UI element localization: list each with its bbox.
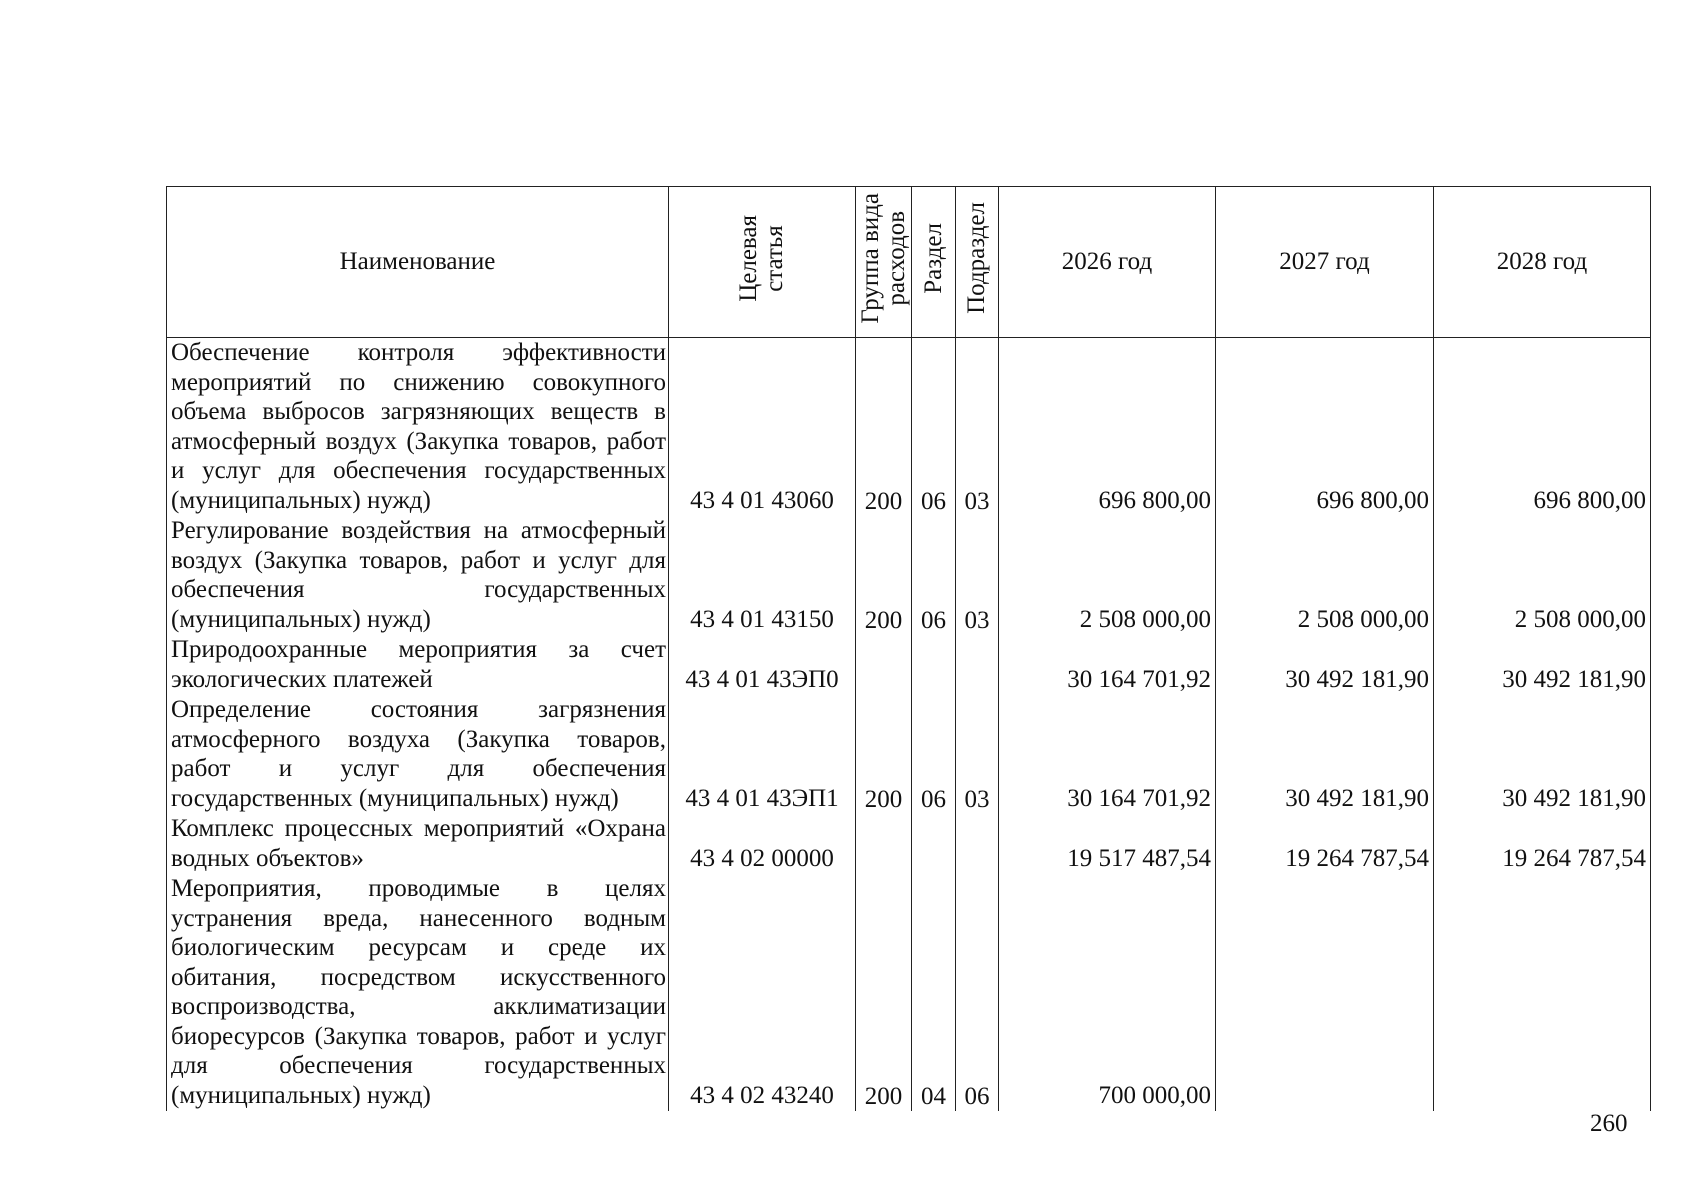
row-subsection: 03 [956, 516, 999, 635]
table-row [167, 695, 1651, 814]
row-2027: 19 264 787,54 [1216, 814, 1434, 874]
row-2026: 30 164 701,92 [999, 695, 1216, 814]
row-2028: 30 492 181,90 [1434, 695, 1651, 814]
row-expense-group: 200 [856, 874, 912, 1111]
row-2026: 696 800,00 [999, 338, 1216, 517]
header-2027: 2027 год [1216, 187, 1434, 338]
header-2026: 2026 год [999, 187, 1216, 338]
row-expense-group: 200 [856, 516, 912, 635]
row-section [912, 635, 956, 695]
row-2028: 30 492 181,90 [1434, 635, 1651, 695]
row-target-article: 43 4 01 43ЭП0 [669, 635, 856, 695]
row-2028 [1434, 874, 1651, 1111]
header-name: Наименование [167, 187, 669, 338]
table-row [167, 874, 1651, 1111]
row-2026: 2 508 000,00 [999, 516, 1216, 635]
row-section: 06 [912, 516, 956, 635]
row-expense-group: 200 [856, 695, 912, 814]
row-name: Мероприятия, проводимые в целях устранения вреда, нанесенного водным биологическим ресурсам и среде их обитания, посредством искусственного воспроизводства, акклиматизации биоресурсов (Закупка товаров, работ и услуг для обеспечения государственных (муниципальных) нужд) [167, 874, 669, 1111]
table-row [167, 338, 1651, 517]
row-expense-group [856, 814, 912, 874]
header-section: Раздел [912, 187, 956, 338]
row-subsection [956, 635, 999, 695]
row-subsection: 03 [956, 695, 999, 814]
row-name: Природоохранные мероприятия за счет экологических платежей [167, 635, 669, 695]
row-2026: 30 164 701,92 [999, 635, 1216, 695]
row-2027: 696 800,00 [1216, 338, 1434, 517]
row-2027: 2 508 000,00 [1216, 516, 1434, 635]
row-target-article: 43 4 02 43240 [669, 874, 856, 1111]
row-expense-group [856, 635, 912, 695]
row-2026: 700 000,00 [999, 874, 1216, 1111]
row-name: Обеспечение контроля эффективности мероприятий по снижению совокупного объема выбросов загрязняющих веществ в атмосферный воздух (Закупка товаров, работ и услуг для обеспечения государственных (муниципальных) нужд) [167, 338, 669, 517]
row-subsection: 06 [956, 874, 999, 1111]
row-name: Определение состояния загрязнения атмосферного воздуха (Закупка товаров, работ и услуг для обеспечения государственных (муниципальных) нужд) [167, 695, 669, 814]
row-2026: 19 517 487,54 [999, 814, 1216, 874]
row-section: 04 [912, 874, 956, 1111]
row-subsection: 03 [956, 338, 999, 517]
row-name: Регулирование воздействия на атмосферный воздух (Закупка товаров, работ и услуг для обеспечения государственных (муниципальных) нужд) [167, 516, 669, 635]
row-2027: 30 492 181,90 [1216, 695, 1434, 814]
row-2028: 2 508 000,00 [1434, 516, 1651, 635]
header-2028: 2028 год [1434, 187, 1651, 338]
row-name: Комплекс процессных мероприятий «Охрана водных объектов» [167, 814, 669, 874]
row-2027 [1216, 874, 1434, 1111]
row-subsection [956, 814, 999, 874]
row-2027: 30 492 181,90 [1216, 635, 1434, 695]
row-target-article: 43 4 02 00000 [669, 814, 856, 874]
table-row [167, 635, 1651, 695]
header-expense-group: Группа вида расходов [856, 187, 912, 338]
row-2028: 696 800,00 [1434, 338, 1651, 517]
header-subsection: Подраздел [956, 187, 999, 338]
row-expense-group: 200 [856, 338, 912, 517]
page-number: 260 [1590, 1110, 1628, 1137]
row-section: 06 [912, 695, 956, 814]
row-target-article: 43 4 01 43060 [669, 338, 856, 517]
table-row [167, 814, 1651, 874]
row-2028: 19 264 787,54 [1434, 814, 1651, 874]
header-target-article: Целевая статья [669, 187, 856, 338]
budget-table [166, 186, 1651, 1111]
row-target-article: 43 4 01 43ЭП1 [669, 695, 856, 814]
table-row [167, 516, 1651, 635]
table-header-row [167, 187, 1651, 338]
row-section [912, 814, 956, 874]
row-target-article: 43 4 01 43150 [669, 516, 856, 635]
row-section: 06 [912, 338, 956, 517]
